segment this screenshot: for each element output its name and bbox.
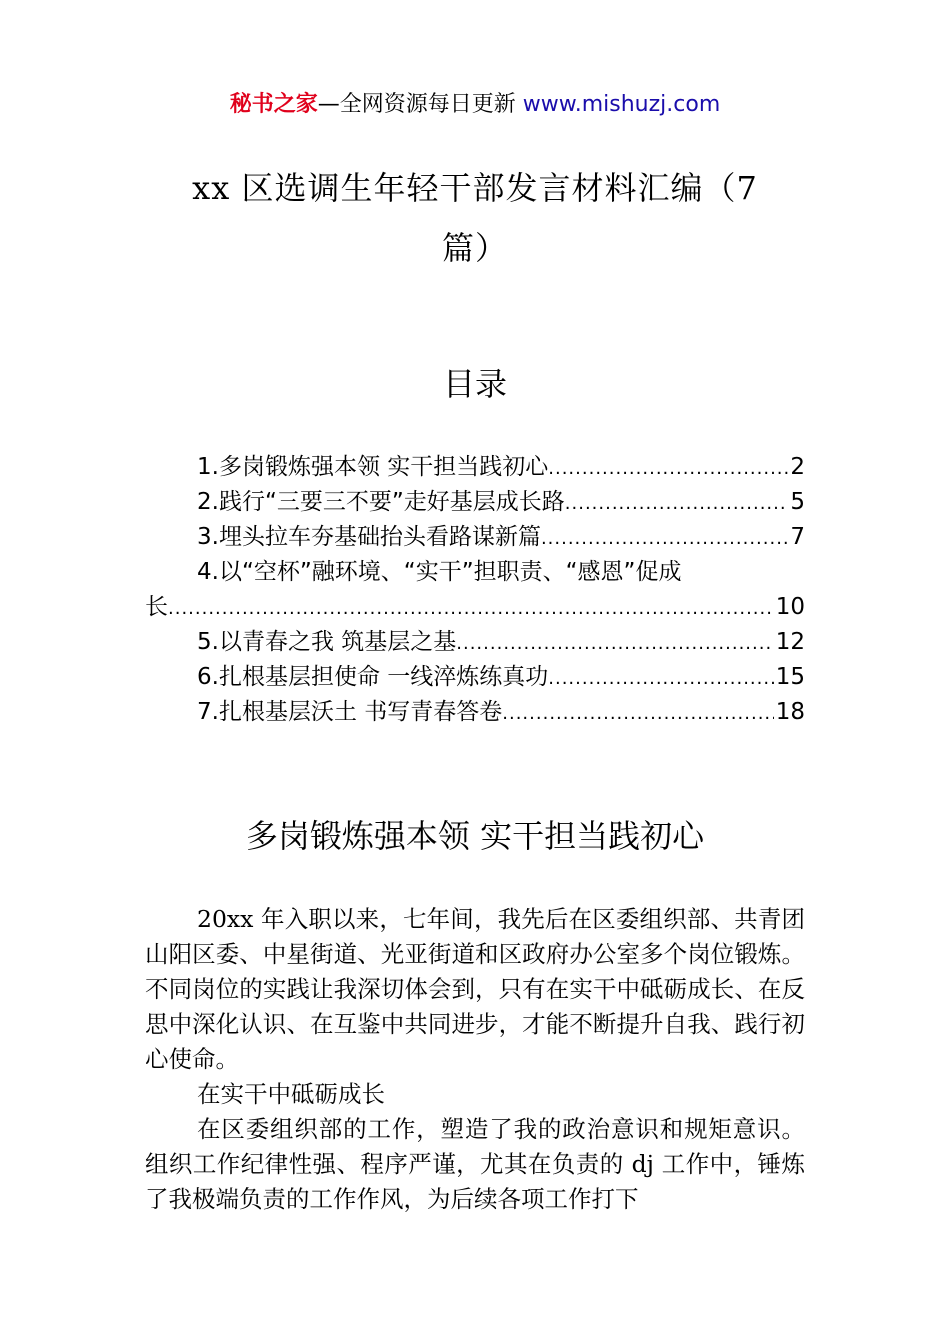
paragraph-2 — [145, 1112, 805, 1217]
paragraph-2-dj: dj — [631, 1150, 654, 1178]
toc-entry-title: 2.践行“三要三不要”走好基层成长路 — [197, 489, 565, 515]
toc-heading: 目录 — [442, 365, 507, 403]
toc-entry-title: 3.埋头拉车夯基础抬头看路谋新篇 — [197, 524, 541, 550]
body-text — [145, 902, 805, 1217]
toc-entry-page: 10 — [775, 594, 805, 620]
toc-entry-2[interactable] — [145, 485, 805, 520]
paragraph-year: 20xx — [197, 905, 254, 933]
toc-entry-title: 6.扎根基层担使命 一线淬炼练真功 — [197, 664, 549, 690]
toc-entry-title: 5.以青春之我 筑基层之基 — [197, 629, 457, 655]
paragraph-1 — [145, 902, 805, 1077]
toc-leader-dots — [541, 521, 788, 555]
toc-entry-title: 4.以“空杯”融环境、“实干”担职责、“感恩”促成 — [197, 559, 682, 585]
title-main: 区选调生年轻干部发言材料汇编（ — [230, 169, 737, 207]
toc-entry-page: 15 — [775, 664, 805, 690]
toc-entry-page: 18 — [775, 699, 805, 725]
brand-name: 秘书之家 — [229, 92, 318, 117]
toc-entry-6[interactable] — [145, 660, 805, 695]
toc-leader-dots — [456, 626, 773, 660]
section-title: 多岗锻炼强本领 实干担当践初心 — [245, 817, 705, 855]
title-suffix: 篇） — [441, 229, 508, 267]
document-title — [145, 158, 805, 278]
toc-entry-page: 12 — [775, 629, 805, 655]
paragraph-1-text: 年入职以来，七年间，我先后在区委组织部、共青团山阳区委、中星街道、光亚街道和区政府办公室多个岗位锻炼。不同岗位的实践让我深切体会到，只有在实干中砥砺成长、在反思中深化认识、在互鉴中共同进步，才能不断提升自我、践行初心使命。 — [145, 905, 805, 1073]
toc-entry-3[interactable] — [145, 520, 805, 555]
toc-entry-page: 2 — [790, 454, 805, 480]
title-number: 7 — [736, 169, 758, 207]
title-prefix: xx — [192, 169, 231, 207]
toc-entry-page: 5 — [790, 489, 805, 515]
toc-entry-title: 7.扎根基层沃土 书写青春答卷 — [197, 699, 503, 725]
paragraph-2-text-a: 在区委组织部的工作，塑造了我的政治意识和规矩意识。组织工作纪律性强、程序严谨，尤其在负责的 — [145, 1115, 805, 1178]
toc-entry-4-continuation[interactable] — [145, 590, 805, 625]
toc-leader-dots — [168, 591, 774, 625]
subheading: 在实干中砥砺成长 — [197, 1080, 385, 1108]
toc-entry-title: 1.多岗锻炼强本领 实干担当践初心 — [197, 454, 549, 480]
toc-leader-dots — [548, 661, 773, 695]
toc-entry-1[interactable] — [145, 450, 805, 485]
header-tagline: —全网资源每日更新 — [317, 92, 523, 117]
paragraph-2-text-b: 工作中，锤炼了我极端负责的工作作风，为后续各项工作打下 — [145, 1150, 805, 1213]
site-header — [0, 90, 950, 120]
table-of-contents — [145, 450, 805, 730]
toc-entry-5[interactable] — [145, 625, 805, 660]
toc-entry-page: 7 — [790, 524, 805, 550]
toc-leader-dots — [565, 486, 789, 520]
toc-entry-7[interactable] — [145, 695, 805, 730]
toc-leader-dots — [502, 696, 773, 730]
toc-entry-4[interactable] — [145, 555, 805, 590]
toc-leader-dots — [548, 451, 788, 485]
site-url-link[interactable]: www.mishuzj.com — [522, 92, 721, 117]
toc-entry-title-continuation: 长 — [145, 594, 168, 620]
